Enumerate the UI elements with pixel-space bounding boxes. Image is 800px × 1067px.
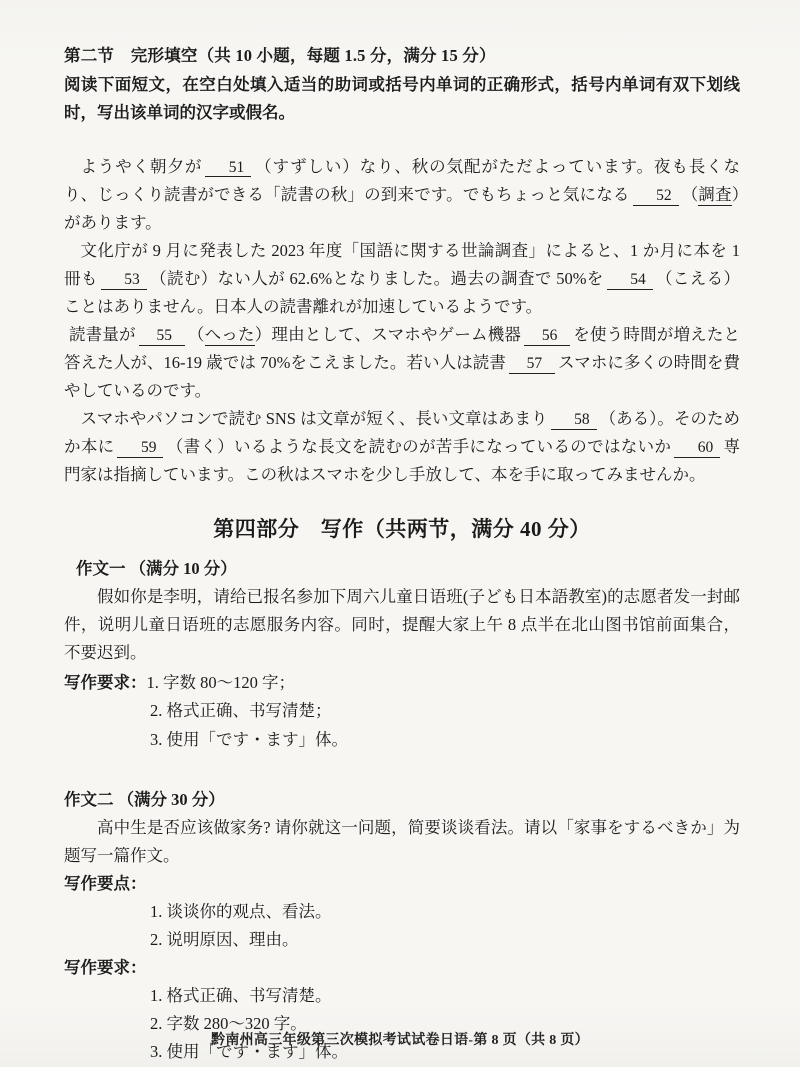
cloze-blank-54: 54 <box>607 271 653 290</box>
double-underlined-word: 調査 <box>698 184 732 204</box>
essay2-requirements-label: 写作要求： <box>64 957 147 977</box>
cloze-text: ）があります。 <box>64 184 741 232</box>
cloze-text: スマホやパソコンで読む SNS は文章が短く、長い文章はあまり <box>80 409 548 429</box>
essay2-requirement-3: 3. 使用「です・ます」体。 <box>150 1041 348 1061</box>
essay1-requirements-label: 写作要求： <box>64 673 147 693</box>
cloze-paragraph-3 <box>64 321 740 405</box>
essay2-point-2: 2. 说明原因、理由。 <box>150 929 299 949</box>
essay1-title: 作文一 <box>76 559 126 579</box>
essay1-requirement-2: 2. 格式正确、书写清楚； <box>150 701 332 721</box>
essay1-block <box>64 555 740 753</box>
cloze-passage <box>64 153 740 490</box>
essay1-requirement-3: 3. 使用「です・ます」体。 <box>150 729 348 749</box>
cloze-text: （ <box>187 324 205 344</box>
cloze-text: （こえる）ことはありません。日本人の読書離れが加速しているようです。 <box>64 268 741 316</box>
essay2-body: 高中生是否应该做家务? 请你就这一问题，简要谈谈看法。请以「家事をするべきか」为题写一篇作文。 <box>64 817 740 865</box>
essay2-points-label: 写作要点： <box>64 873 147 893</box>
double-underlined-word: へった <box>204 324 255 344</box>
cloze-blank-55: 55 <box>139 327 185 346</box>
cloze-text: スマホに多くの時間を費やしているのです。 <box>64 352 740 401</box>
essay1-body: 假如你是李明，请给已报名参加下周六儿童日语班(子ども日本語教室)的志愿者发一封邮件，说明儿童日语班的志愿服务内容。同时，提醒大家上午 8 点半在北山图书馆前面集合，不要迟到。 <box>64 587 740 663</box>
cloze-blank-59: 59 <box>117 439 163 458</box>
cloze-text: （すずしい）なり、秋の気配がただよっています。夜も長くなり、じっくり読書ができる「読書の秋」の到来です。でもちょっと気になる <box>64 156 740 204</box>
cloze-blank-53: 53 <box>101 271 147 290</box>
cloze-text: 文化庁が 9 月に発表した 2023 年度「国語に関する世論調査」によると、1 か月に本を 1 冊も <box>64 240 741 288</box>
cloze-text: （ある）。そのためか本に <box>64 409 741 457</box>
cloze-paragraph-1 <box>64 153 740 237</box>
section2-instructions: 阅读下面短文，在空白处填入适当的助词或括号内单词的正确形式，括号内单词有双下划线时，写出该单词的汉字或假名。 <box>64 75 740 122</box>
essay2-point-1: 1. 谈谈你的观点、看法。 <box>150 901 332 921</box>
cloze-blank-52: 52 <box>633 187 679 206</box>
cloze-text: ようやく朝夕が <box>80 156 203 176</box>
cloze-blank-56: 56 <box>524 327 570 346</box>
cloze-text: 読書量が <box>68 324 136 344</box>
essay2-title: 作文二 <box>64 789 114 809</box>
cloze-blank-51: 51 <box>205 159 251 178</box>
essay1-requirement-1: 1. 字数 80～120 字； <box>146 673 295 693</box>
cloze-paragraph-4 <box>64 405 740 489</box>
essay2-block <box>64 786 740 1066</box>
cloze-blank-58: 58 <box>551 411 597 430</box>
cloze-text: （ <box>681 184 699 204</box>
page-footer: 黔南州高三年级第三次模拟考试试卷日语-第 8 页（共 8 页） <box>211 1033 589 1048</box>
cloze-paragraph-2 <box>64 237 740 321</box>
cloze-text: 専門家は指摘しています。この秋はスマホを少し手放して、本を手に取ってみませんか。 <box>64 437 741 485</box>
section4-heading: 第四部分 写作（共两节，满分 40 分） <box>213 517 591 542</box>
essay1-requirements-line1 <box>64 669 740 697</box>
essay2-requirement-2: 2. 字数 280～320 字。 <box>150 1013 307 1033</box>
cloze-text: （読む）ない人が 62.6%となりました。過去の調査で 50%を <box>149 268 604 288</box>
essay2-requirement-1: 1. 格式正确、书写清楚。 <box>150 985 332 1005</box>
section2-heading: 第二节 完形填空（共 10 小题，每题 1.5 分，满分 15 分） <box>64 46 496 65</box>
cloze-text: （書く）いるような長文を読むのが苦手になっているのではないか <box>166 437 672 457</box>
cloze-text: を使う時間が増えたと答えた人が、16-19 歳では 70%をこえました。若い人は読書 <box>64 324 741 372</box>
essay2-title-line <box>64 786 740 814</box>
essay1-title-line <box>64 555 740 583</box>
essay2-score: （满分 30 分） <box>117 789 225 809</box>
cloze-blank-57: 57 <box>509 355 555 374</box>
essay1-requirements <box>64 669 740 753</box>
essay1-score: （满分 10 分） <box>129 559 237 579</box>
cloze-blank-60: 60 <box>674 439 720 458</box>
cloze-text: ）理由として、スマホやゲーム機器 <box>254 324 522 344</box>
